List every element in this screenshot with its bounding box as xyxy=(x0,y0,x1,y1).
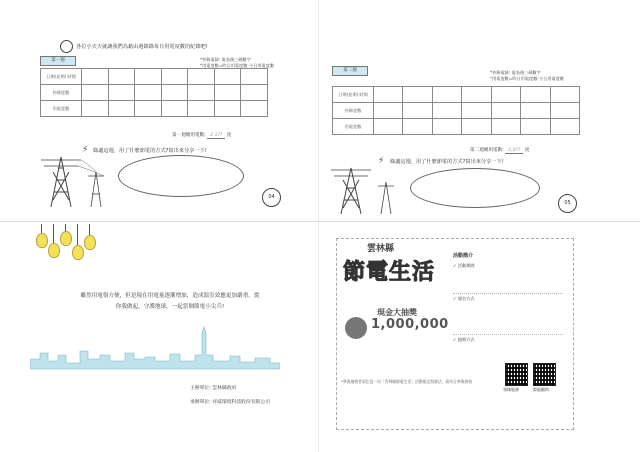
legend-line: *用電度數=昨日用電度數-今日用電度數 xyxy=(200,62,275,68)
power-tower-illustration xyxy=(36,152,111,208)
qr-code-icon xyxy=(505,363,528,386)
intro-title: 活動簡介 xyxy=(453,253,474,259)
row-header: 日期(星期) 時間 xyxy=(333,87,374,103)
week-label: 第一週 xyxy=(40,56,76,66)
page-divider-vertical xyxy=(318,0,319,452)
weekly-total xyxy=(470,147,529,153)
total-unit: 度 xyxy=(524,148,530,153)
table-row xyxy=(333,119,580,135)
thought-bubble xyxy=(118,155,244,197)
row-header: 用電度數 xyxy=(333,119,374,135)
organizer: 主辦單位: 雲林縣政府 xyxy=(190,386,237,391)
campaign-poster xyxy=(336,238,574,430)
power-tower-illustration xyxy=(326,164,401,214)
share-prompt: 綠適這週，用了什麼節電的方式?寫出來分享一下! xyxy=(390,159,504,165)
row-header: 抄錄度數 xyxy=(333,103,374,119)
total-unit: 度 xyxy=(226,133,232,138)
intro-item: ✓ 抽獎方式 xyxy=(453,337,475,342)
table-row xyxy=(41,69,268,85)
row-header: 抄錄度數 xyxy=(41,85,82,101)
electricity-log-table xyxy=(40,68,268,117)
footnote: *參與抽獎者須注意一切「雲林縣節電生活」活動規定與辦法，需符合參與資格 xyxy=(341,379,472,384)
intro-item: ✓ 活動期間 xyxy=(453,263,475,268)
total-value: 2,1?? xyxy=(207,133,225,139)
legend xyxy=(490,70,564,81)
qr-label: 領域服務 xyxy=(503,387,519,392)
legend-line: *抄錄電錶: 電表後三碼數字 xyxy=(490,70,541,75)
intro-filler xyxy=(453,271,563,294)
campaign-title: 節電生活 xyxy=(343,260,436,285)
bulb-icon xyxy=(72,245,84,260)
table-row xyxy=(333,87,580,103)
total-label: 第二週總用電數: xyxy=(470,148,504,153)
message-line: 你我做起，守護地球，一起當個節電小尖兵! xyxy=(115,304,225,310)
legend-line: *抄錄電錶: 電表後三碼數字 xyxy=(200,57,251,62)
weekly-total xyxy=(172,132,231,138)
total-value: 2,0?? xyxy=(505,148,523,154)
qr-label: 節能顧問 xyxy=(533,387,549,392)
row-header: 日期(星期) 時間 xyxy=(41,69,82,85)
page-number: 05 xyxy=(558,194,577,213)
executor: 承辦單位: 祥威環境科技股份有限公司 xyxy=(190,400,270,405)
row-header: 用電度數 xyxy=(41,101,82,117)
intro-item: ✓ 報名方式 xyxy=(453,296,475,301)
prize-label: 現金大抽獎 xyxy=(377,308,417,317)
electricity-log-table xyxy=(332,86,580,135)
bulb-icon xyxy=(60,231,72,246)
legend-line: *用電度數=昨日用電度數-今日用電度數 xyxy=(490,75,565,81)
table-row xyxy=(41,101,268,117)
page-divider-horizontal xyxy=(0,221,640,222)
table-row xyxy=(41,85,268,101)
page-number: 04 xyxy=(262,188,281,207)
energy-message xyxy=(60,291,280,313)
table-row xyxy=(333,103,580,119)
bulb-icon xyxy=(84,235,96,250)
legend xyxy=(200,57,274,68)
message-line: 雖然用電很方便，但是現在用電量逐漸增加，造成溫室效應更加嚴重，從 xyxy=(80,293,260,299)
question-text: 各位小夫天就讓我們為藉由週錄錄每日用電度數的紀錄吧! xyxy=(76,44,208,50)
thought-bubble xyxy=(410,168,540,208)
megaphone-icon xyxy=(345,317,367,339)
total-label: 第一週總用電數: xyxy=(172,133,206,138)
bulb-icon xyxy=(48,243,60,258)
target-icon xyxy=(60,40,73,53)
county-title: 雲林縣 xyxy=(367,244,395,254)
city-skyline-illustration xyxy=(30,325,280,370)
intro-panel xyxy=(453,251,563,345)
lightning-icon: ⚡ xyxy=(82,145,89,155)
lightning-icon: ⚡ xyxy=(378,156,385,166)
week-label: 第二週 xyxy=(332,66,368,76)
intro-filler xyxy=(453,304,563,335)
prize-amount: 1,000,000 xyxy=(371,317,449,332)
qr-code-icon xyxy=(533,363,556,386)
credits xyxy=(190,382,270,410)
bulb-icon xyxy=(36,233,48,248)
share-prompt: 綠適這週，用了什麼節電的方式?寫出來分享一下! xyxy=(93,148,207,154)
